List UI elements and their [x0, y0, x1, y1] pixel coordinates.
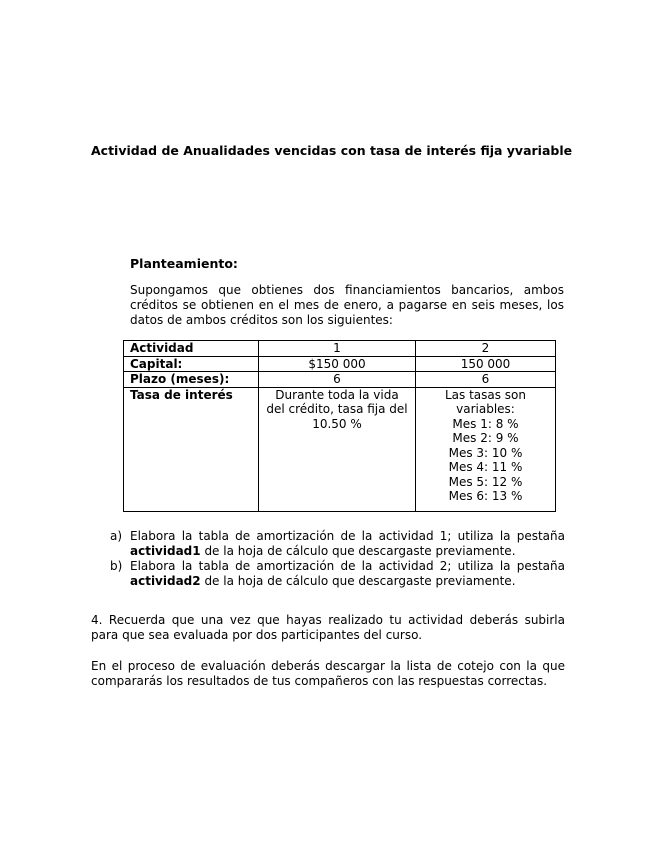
evaluation-paragraph: En el proceso de evaluación deberás descargar la lista de cotejo con la que compararás los resultados de tus compañeros con las respuestas correctas. [91, 659, 565, 688]
table-header-col2: 2 [416, 341, 556, 357]
plazo-label: Plazo (meses): [124, 372, 259, 388]
capital-label: Capital: [124, 356, 259, 372]
list-marker: b) [110, 559, 123, 573]
rate-month-item: Mes 1: 8 % [452, 416, 519, 431]
step4-paragraph: 4. Recuerda que una vez que hayas realizado tu actividad deberás subirla para que sea evaluada por dos participantes del curso. [91, 613, 565, 642]
list-marker: a) [110, 529, 123, 543]
tasa-col2 [416, 387, 556, 511]
task-text: Elabora la tabla de amortización de la actividad 2; utiliza la pestaña [130, 559, 565, 573]
intro-paragraph: Supongamos que obtienes dos financiamientos bancarios, ambos créditos se obtienen en el mes de enero, a pagarse en seis meses, los datos de ambos créditos son los siguientes: [130, 283, 564, 327]
tasa-col2-intro: Las tasas son variables: [444, 387, 527, 416]
rate-month-item: Mes 5: 12 % [448, 474, 523, 489]
table-row [124, 372, 556, 388]
task-list [110, 529, 565, 589]
task-text: Elabora la tabla de amortización de la actividad 1; utiliza la pestaña [130, 529, 565, 543]
task-text: de la hoja de cálculo que descargaste previamente. [200, 574, 516, 588]
tasa-label: Tasa de interés [124, 387, 259, 511]
list-item [110, 529, 565, 559]
table-header-col1: 1 [259, 341, 416, 357]
table-row [124, 356, 556, 372]
capital-col1: $150 000 [259, 356, 416, 372]
document-title: Actividad de Anualidades vencidas con tasa de interés fija yvariable [91, 143, 573, 158]
rate-month-item: Mes 6: 13 % [448, 489, 523, 503]
plazo-col1: 6 [259, 372, 416, 388]
plazo-col2: 6 [416, 372, 556, 388]
rate-month-item: Mes 3: 10 % [448, 445, 523, 460]
table-header-label: Actividad [124, 341, 259, 357]
tasa-col1: Durante toda la vida del crédito, tasa fija del 10.50 % [259, 387, 416, 511]
list-item [110, 559, 565, 589]
table-row [124, 387, 556, 511]
table-row [124, 341, 556, 357]
capital-col2: 150 000 [416, 356, 556, 372]
rate-month-item: Mes 4: 11 % [448, 460, 523, 474]
section-heading: Planteamiento: [130, 256, 238, 271]
task-sheet-name: actividad1 [130, 544, 201, 558]
task-text: de la hoja de cálculo que descargaste previamente. [200, 544, 516, 558]
credit-data-table [123, 340, 556, 512]
rate-month-item: Mes 2: 9 % [452, 431, 519, 445]
task-sheet-name: actividad2 [130, 574, 201, 588]
